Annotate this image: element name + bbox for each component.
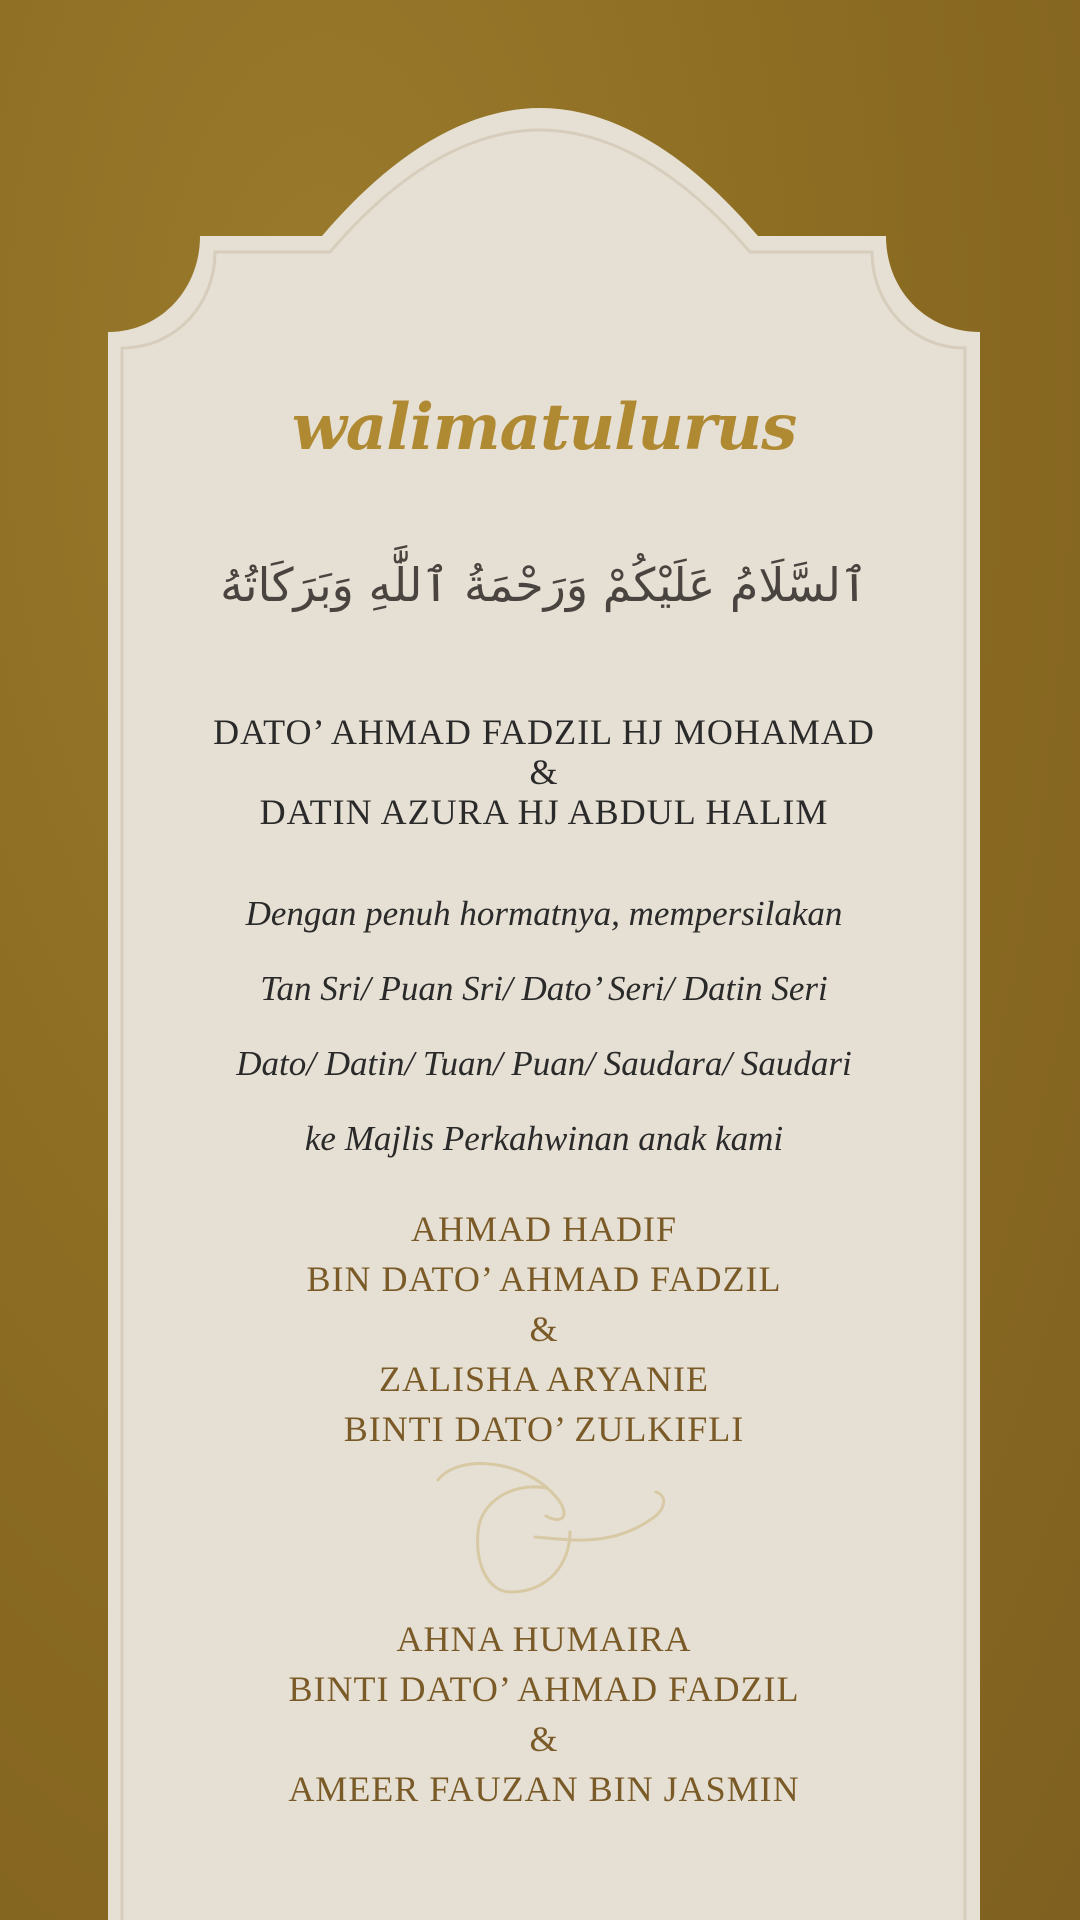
groom-parent: BIN DATO’ AHMAD FADZIL — [306, 1259, 782, 1299]
invitation-message — [108, 888, 980, 1188]
groom-name: AMEER FAUZAN BIN JASMIN — [288, 1769, 800, 1809]
invite-line: Dato/ Datin/ Tuan/ Puan/ Saudara/ Saudari — [236, 1044, 852, 1083]
host-name-2: DATIN AZURA HJ ABDUL HALIM — [259, 792, 829, 832]
bride-name: AHNA HUMAIRA — [396, 1619, 692, 1659]
groom-name: AHMAD HADIF — [410, 1209, 677, 1249]
arabic-greeting: ٱلسَّلَامُ عَلَيْكُمْ وَرَحْمَةُ ٱللَّٰهِ وَبَرَكَاتُهُ — [220, 558, 868, 612]
couple-1 — [108, 1204, 980, 1454]
bride-parent: BINTI DATO’ AHMAD FADZIL — [288, 1669, 800, 1709]
invite-line: ke Majlis Perkahwinan anak kami — [304, 1119, 784, 1158]
couple-ampersand: & — [529, 1309, 559, 1349]
couple-2 — [108, 1614, 980, 1814]
host-name-1: DATO’ AHMAD FADZIL HJ MOHAMAD — [213, 712, 875, 752]
card-content — [108, 0, 980, 1920]
bride-name: ZALISHA ARYANIE — [378, 1359, 710, 1399]
invite-line: Tan Sri/ Puan Sri/ Dato’ Seri/ Datin Seri — [260, 969, 828, 1008]
bride-parent: BINTI DATO’ ZULKIFLI — [343, 1409, 745, 1449]
invitation-title: walimatulurus — [291, 390, 797, 465]
couple-ampersand: & — [529, 1719, 559, 1759]
host-names — [108, 712, 980, 832]
ampersand-ornament-icon — [420, 1452, 680, 1602]
invite-line: Dengan penuh hormatnya, mempersilakan — [245, 894, 843, 933]
host-ampersand: & — [529, 752, 559, 792]
